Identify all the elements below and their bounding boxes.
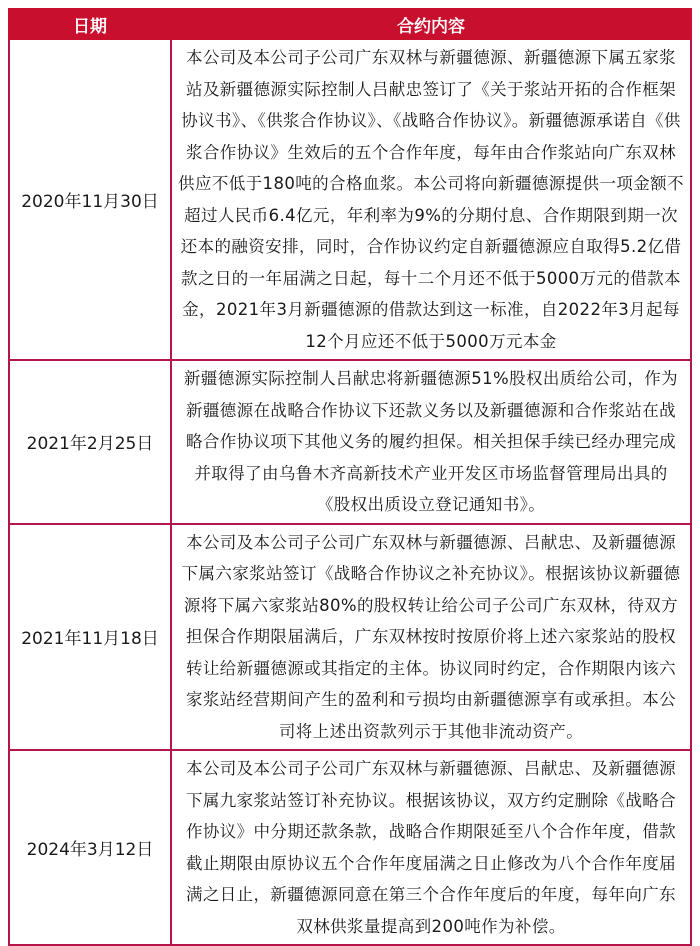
table-row [9, 39, 691, 360]
row-content: 本公司及本公司子公司广东双林与新疆德源、新疆德源下属五家浆站及新疆德源实际控制人吕献忠签订了《关于浆站开拓的合作框架协议书》、《供浆合作协议》、《战略合作协议》。新疆德源承诺自《供浆合作协议》生效后的五个合作年度，每年由合作浆站向广东双林供应不低于180吨的合格血浆。本公司将向新疆德源提供一项金额不超过人民币6.4亿元，年利率为9%的分期付息、合作期限到期一次还本的融资安排，同时，合作协议约定自新疆德源应自取得5.2亿借款之日的一年届满之日起，每十二个月还不低于5000万元的借款本金，2021年3月新疆德源的借款达到这一标准，自2022年3月起每12个月应还不低于5000万元本金 [171, 39, 691, 360]
row-date: 2021年2月25日 [9, 360, 171, 524]
header-content: 合约内容 [171, 9, 691, 39]
row-content: 新疆德源实际控制人吕献忠将新疆德源51%股权出质给公司，作为新疆德源在战略合作协议下还款义务以及新疆德源和合作浆站在战略合作协议项下其他义务的履约担保。相关担保手续已经办理完成并取得了由乌鲁木齐高新技术产业开发区市场监督管理局出具的《股权出质设立登记通知书》。 [171, 360, 691, 524]
row-date: 2024年3月12日 [9, 750, 171, 945]
header-date: 日期 [9, 9, 171, 39]
contract-table [8, 8, 692, 946]
table-header-row [9, 9, 691, 39]
row-date: 2020年11月30日 [9, 39, 171, 360]
table-row [9, 750, 691, 945]
table-row [9, 524, 691, 751]
row-content: 本公司及本公司子公司广东双林与新疆德源、吕献忠、及新疆德源下属六家浆站签订《战略合作协议之补充协议》。根据该协议新疆德源将下属六家浆站80%的股权转让给公司子公司广东双林，待双方担保合作期限届满后，广东双林按时按原价将上述六家浆站的股权转让给新疆德源或其指定的主体。协议同时约定，合作期限内该六家浆站经营期间产生的盈利和亏损均由新疆德源享有或承担。本公司将上述出资款列示于其他非流动资产。 [171, 524, 691, 751]
row-date: 2021年11月18日 [9, 524, 171, 751]
row-content: 本公司及本公司子公司广东双林与新疆德源、吕献忠、及新疆德源下属九家浆站签订补充协议。根据该协议，双方约定删除《战略合作协议》中分期还款条款，战略合作期限延至八个合作年度，借款截止期限由原协议五个合作年度届满之日止修改为八个合作年度届满之日止，新疆德源同意在第三个合作年度后的年度，每年向广东双林供浆量提高到200吨作为补偿。 [171, 750, 691, 945]
table-row [9, 360, 691, 524]
